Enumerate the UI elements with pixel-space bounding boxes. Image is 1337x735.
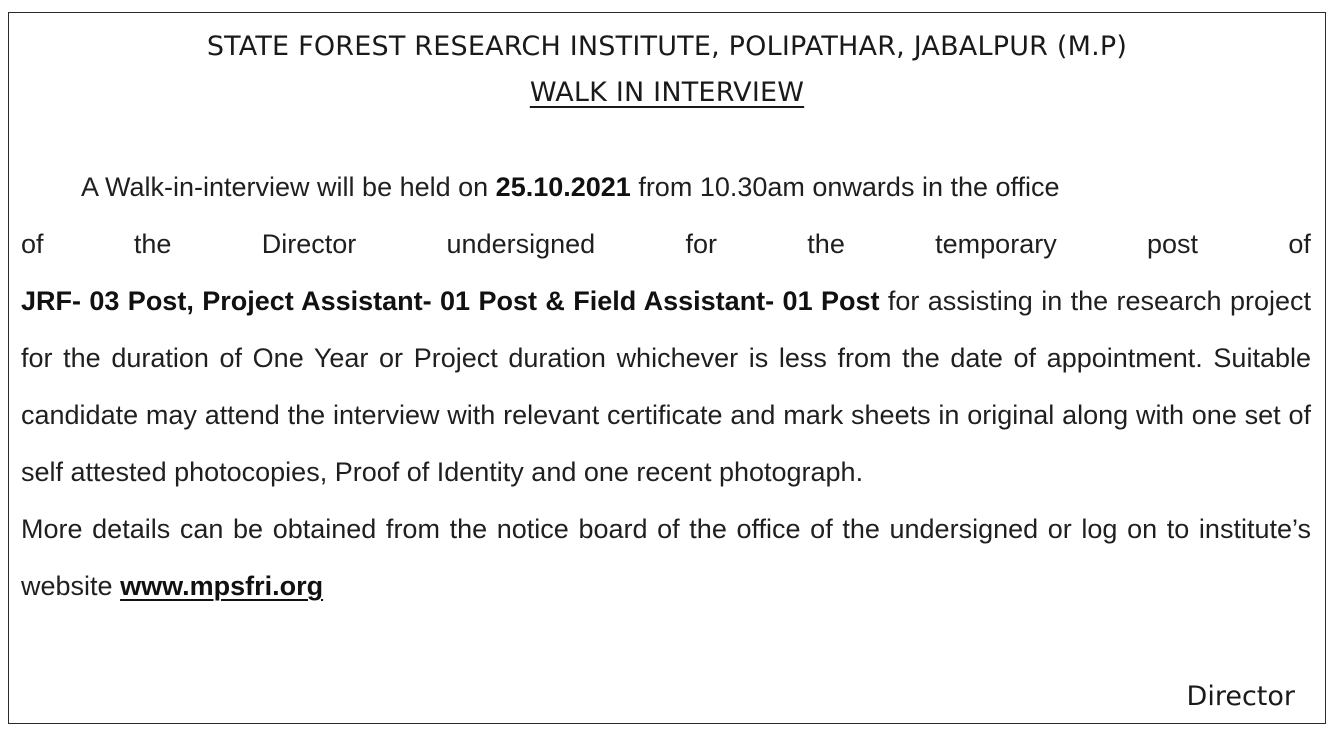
paragraph-1-rest [21,273,1311,501]
word: of [21,229,44,259]
word: temporary [935,229,1057,259]
paragraph-2 [21,501,1311,615]
institute-title: STATE FOREST RESEARCH INSTITUTE, POLIPATHAR, JABALPUR (M.P) [206,31,1128,62]
text-span: for assisting in the research project for the duration of One Year or Project duration whichever is less from the date of appointment. Suitable candidate may attend the interview with relevant certificate and mark sheets in original along with one set of self attested photocopies, Proof of Identity and one recent photograph. [21,286,1311,487]
word: the [807,229,845,259]
text-span: A Walk-in-interview will be held on [81,172,496,202]
word: post [1147,229,1199,259]
interview-date: 25.10.2021 [495,172,631,202]
text-span: from 10.30am onwards in the office [630,172,1060,202]
word: Director [261,229,357,259]
notice-box [8,12,1326,724]
text-span: More details can be obtained from the notice board of the office of the undersigned or log on to institute’s website [21,514,1311,601]
word: of [1288,229,1311,259]
website-link[interactable]: www.mpsfri.org [120,571,324,601]
notice-heading [9,77,1325,108]
word: undersigned [446,229,596,259]
walk-in-interview-title: WALK IN INTERVIEW [529,77,805,108]
word: the [133,229,172,259]
signature-director: Director [1186,681,1295,712]
word: for [685,229,717,259]
paragraph-1-line-2 [21,216,1311,273]
notice-body [21,159,1311,615]
paragraph-1-line-1 [21,159,1311,216]
posts-list: JRF- 03 Post, Project Assistant- 01 Post & Field Assistant- 01 Post [21,286,880,316]
